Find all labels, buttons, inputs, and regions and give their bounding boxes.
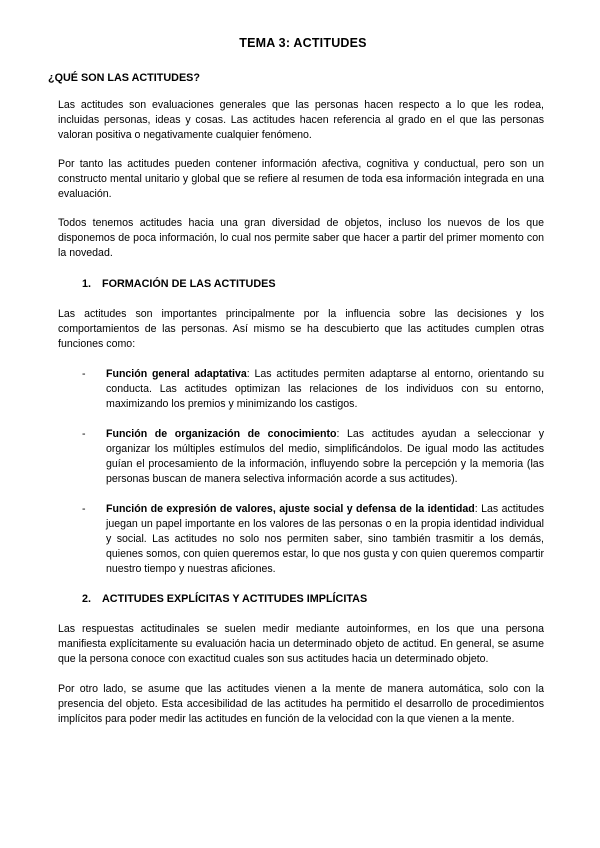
intro-paragraph-2: Por tanto las actitudes pueden contener información afectiva, cognitiva y conductual, pero son un constructo mental unitario y global que se refiere al resumen de toda esa información integrada en una evaluación. <box>58 158 544 200</box>
subtitle: ¿QUÉ SON LAS ACTITUDES? <box>48 72 200 84</box>
section-2-title: ACTITUDES EXPLÍCITAS Y ACTITUDES IMPLÍCITAS <box>102 593 368 605</box>
section-2-paragraph-2: Por otro lado, se asume que las actitudes vienen a la mente de manera automática, solo con la presencia del objeto. Esta accesibilidad de las actitudes ha permitido el desarrollo de procedimientos implícitos para poder medir las actitudes en función de la velocidad con la que vienen a la mente. <box>58 683 544 725</box>
document-title: TEMA 3: ACTITUDES <box>239 36 367 50</box>
functions-list <box>58 367 544 577</box>
intro-paragraph-1: Las actitudes son evaluaciones generales que las personas hacen respecto a lo que les rodea, incluidas personas, ideas y cosas. Las actitudes hacen referencia al grado en el que las personas valoran positiva o negativamente cualquier fenómeno. <box>58 99 544 141</box>
list-item <box>58 427 544 487</box>
bullet-dash: - <box>82 503 86 515</box>
section-1-title: FORMACIÓN DE LAS ACTITUDES <box>102 278 276 290</box>
item-term: Función general adaptativa <box>106 368 247 380</box>
intro-paragraph-3: Todos tenemos actitudes hacia una gran diversidad de objetos, incluso los nuevos de los que disponemos de poca información, lo cual nos permite saber que hacer a partir del primer momento con la novedad. <box>58 217 544 259</box>
bullet-dash: - <box>82 368 86 380</box>
item-term: Función de organización de conocimiento <box>106 428 337 440</box>
section-2-number: 2. <box>82 593 92 605</box>
item-text: : Las actitudes ayudan a seleccionar y organizar los múltiples estímulos del medio, simplificándolos. De igual modo las actitudes guían el procesamiento de la información, influyendo sobre la percepción y la memoria (las personas buscan de manera selectiva información acorde a sus actitudes). <box>106 428 544 485</box>
section-2-heading <box>82 592 544 607</box>
item-term: Función de expresión de valores, ajuste social y defensa de la identidad <box>106 503 475 515</box>
item-text: : Las actitudes juegan un papel importante en los valores de las personas o en la propia identidad individual y social. Las actitudes no solo nos permiten saber, sino también trasmitir a los demás, quienes somos, con quien queremos estar, lo que nos gusta y con quien queremos compartir nuestro tiempo y nuestras aficiones. <box>106 503 545 575</box>
bullet-dash: - <box>82 428 86 440</box>
section-1-number: 1. <box>82 278 92 290</box>
section-2-paragraph-1: Las respuestas actitudinales se suelen medir mediante autoinformes, en los que una persona manifiesta explícitamente su evaluación hacia un determinado objeto de actitud. En general, se asume que la persona conoce con exactitud cuales son sus actitudes hacia un determinado objeto. <box>58 623 544 665</box>
list-item <box>58 502 544 577</box>
section-1-heading <box>82 277 544 292</box>
section-1-paragraph: Las actitudes son importantes principalmente por la influencia sobre las decisiones y los comportamientos de las personas. Así mismo se ha descubierto que las actitudes cumplen otras funciones como: <box>58 308 544 350</box>
list-item <box>58 367 544 412</box>
section-2-body <box>58 622 544 727</box>
item-text: : Las actitudes permiten adaptarse al entorno, orientando su conducta. Las actitudes optimizan las relaciones de los individuos con su entorno, maximizando los premios y minimizando los castigos. <box>106 368 544 410</box>
